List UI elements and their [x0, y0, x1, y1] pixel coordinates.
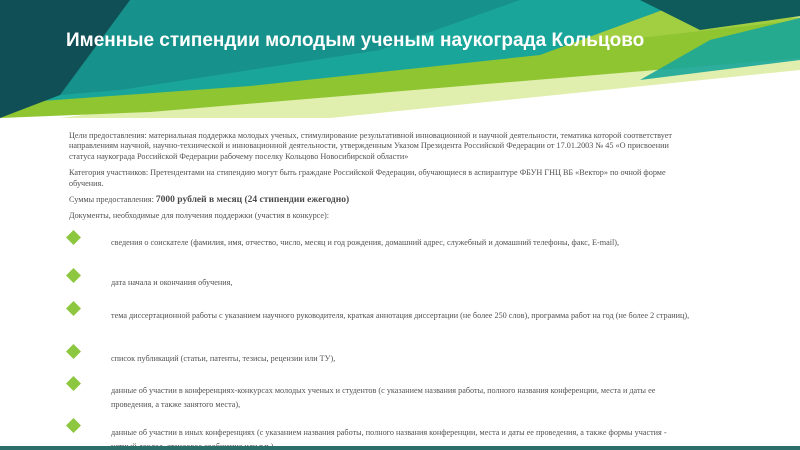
slide-body: [69, 131, 693, 228]
diamond-bullet-icon: [66, 230, 81, 245]
document-item-text: данные об участии в иных конференциях (с указанием названия работы, полного названия конференции, места и даты ее проведения, а также формы участия -: [111, 428, 667, 437]
document-item-text: список публикаций (статьи, патенты, тезисы, рецензии или ТУ),: [111, 354, 336, 363]
diamond-bullet-icon: [66, 301, 81, 316]
sum-paragraph: [69, 195, 693, 205]
sum-label: Суммы предоставления:: [69, 195, 154, 205]
diamond-bullet-icon: [66, 376, 81, 391]
diamond-bullet-icon: [66, 344, 81, 359]
slide-title: Именные стипендии молодым ученым наукограда Кольцово: [66, 30, 645, 51]
diamond-bullet-icon: [66, 268, 81, 283]
document-item-text: дата начала и окончания обучения,: [111, 278, 233, 287]
document-item-text: данные об участии в конференциях-конкурсах молодых ученых и студентов (с указанием названия работы, полного названия конференции, места и даты ее проведения, а также занятого места),: [111, 386, 656, 409]
documents-label: Документы, необходимые для получения поддержки (участия в конкурсе):: [69, 211, 330, 221]
sum-value: 7000 рублей в месяц (24 стипендии ежегодно): [155, 195, 350, 206]
document-item-text: сведения о соискателе (фамилия, имя, отчество, число, месяц и год рождения, домашний адрес, служебный и домашний телефоны, факс, E-mail),: [111, 238, 620, 247]
bottom-edge-bar: [0, 446, 800, 450]
goals-paragraph: Цели предоставления: материальная поддержка молодых ученых, стимулирование результативной инновационной и научной деятельности, тематика которой соответствует направлениям научной, научно-технической и инновационной деятельности, утвержденным Указом Президента Российской Федерации от 17.01.2003 № 45 «О присвоении статуса наукограда Российской Федерации рабочему поселку Кольцово Новосибирской области»: [69, 131, 672, 161]
diamond-bullet-icon: [66, 418, 81, 433]
document-item-text: тема диссертационной работы с указанием научного руководителя, краткая аннотация диссертации (не более 250 слов), программа работ на год (не более 2 страниц),: [111, 311, 690, 320]
participants-paragraph: Категория участников: Претендентами на стипендию могут быть граждане Российской Федерации, обучающиеся в аспирантуре ФБУН ГНЦ ВБ «Вектор» по очной форме обучения.: [69, 168, 666, 188]
